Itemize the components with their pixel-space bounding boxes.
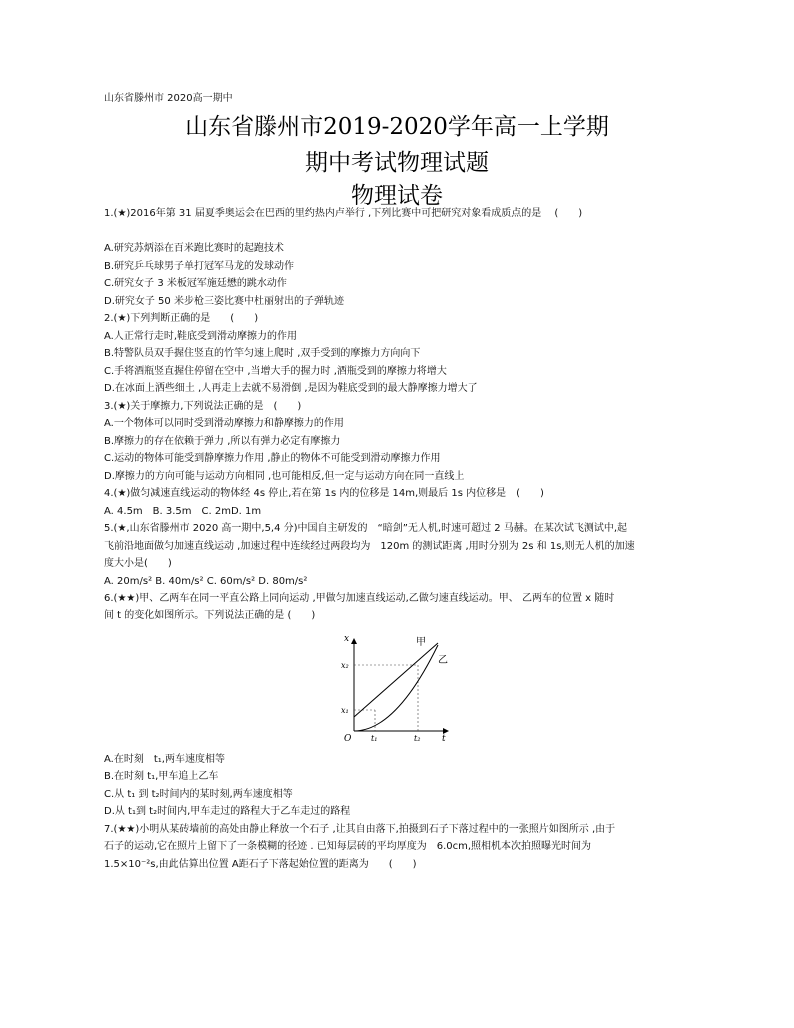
q6-stem-1: 6.(★★)甲、乙两车在同一平直公路上同向运动 ,甲做匀加速直线运动,乙做匀速直线运动。甲、 乙两车的位置 x 随时: [104, 593, 615, 604]
t2-label: t₂: [414, 734, 421, 743]
title-line-2: 期中考试物理试题: [305, 150, 489, 176]
x-axis-label: t: [442, 734, 446, 744]
q5-stem-3: 度大小是( ): [104, 558, 172, 569]
origin-label: O: [344, 734, 352, 744]
q1-option-b: B.研究乒乓球男子单打冠军马龙的发球动作: [104, 261, 295, 272]
q5-stem-2: 飞前沿地面做匀加速直线运动 ,加速过程中连续经过两段均为 120m 的测试距离 ,用时分别为 2s 和 1s,则无人机的加速: [104, 541, 635, 552]
q6-stem-2: 间 t 的变化如图所示。下列说法正确的是 ( ): [104, 610, 316, 621]
q6-option-c: C.从 t₁ 到 t₂时间内的某时刻,两车速度相等: [104, 789, 293, 800]
x2-label: x₂: [341, 661, 349, 670]
q2-option-b: B.特警队员双手握住竖直的竹竿匀速上爬时 ,双手受到的摩擦力方向向下: [104, 348, 421, 359]
q3-option-c: C.运动的物体可能受到静摩擦力作用 ,静止的物体不可能受到滑动摩擦力作用: [104, 453, 441, 464]
q1-option-a: A.研究苏炳添在百米跑比赛时的起跑技术: [104, 243, 284, 254]
q2-option-a: A.人正常行走时,鞋底受到滑动摩擦力的作用: [104, 331, 298, 342]
title-line-3: 物理试卷: [351, 183, 443, 209]
q7-stem-3: 1.5×10⁻²s,由此估算出位置 A距石子下落起始位置的距离为 ( ): [104, 859, 417, 870]
q2-stem: 2.(★)下列判断正确的是 ( ): [104, 313, 259, 324]
q3-option-b: B.摩擦力的存在依赖于弹力 ,所以有弹力必定有摩擦力: [104, 436, 341, 447]
q5-stem-1: 5.(★,山东省滕州市 2020 高一期中,5,4 分)中国自主研发的 “暗剑”无人机,时速可超过 2 马赫。在某次试飞测试中,起: [104, 523, 627, 534]
q3-option-d: D.摩擦力的方向可能与运动方向相同 ,也可能相反,但一定与运动方向在同一直线上: [104, 471, 465, 482]
q6-option-a: A.在时刻 t₁,两车速度相等: [104, 754, 225, 765]
q7-stem-1: 7.(★★)小明从某砖墙前的高处由静止释放一个石子 ,让其自由落下,拍摄到石子下落过程中的一张照片如图所示 ,由于: [104, 824, 616, 835]
q3-stem: 3.(★)关于摩擦力,下列说法正确的是 ( ): [104, 401, 302, 412]
q6-option-d: D.从 t₁到 t₂时间内,甲车走过的路程大于乙车走过的路程: [104, 806, 351, 817]
q4-stem: 4.(★)做匀减速直线运动的物体经 4s 停止,若在第 1s 内的位移是 14m,则最后 1s 内位移是 ( ): [104, 488, 544, 499]
curve-jia-label: 甲: [416, 637, 426, 648]
q1-stem: 1.(★)2016年第 31 届夏季奥运会在巴西的里约热内卢举行 ,下列比赛中可把研究对象看成质点的是 ( ): [104, 208, 583, 219]
q7-stem-2: 石子的运动,它在照片上留下了一条模糊的径迹 . 已知每层砖的平均厚度为 6.0cm,照相机本次拍照曝光时间为: [104, 841, 592, 852]
x1-label: x₁: [341, 706, 349, 715]
title-line-1: 山东省滕州市2019-2020学年高一上学期: [185, 114, 609, 140]
curve-yi-label: 乙: [438, 655, 448, 666]
q5-options: A. 20m/s² B. 40m/s² C. 60m/s² D. 80m/s²: [104, 576, 308, 587]
q3-option-a: A.一个物体可以同时受到滑动摩擦力和静摩擦力的作用: [104, 418, 344, 429]
curve-jia: [354, 643, 438, 717]
q4-options: A. 4.5m B. 3.5m C. 2mD. 1m: [104, 506, 262, 517]
q6-option-b: B.在时刻 t₁,甲车追上乙车: [104, 771, 219, 782]
q6-position-time-graph: [338, 633, 456, 745]
q2-option-c: C.手将酒瓶竖直握住停留在空中 ,当增大手的握力时 ,酒瓶受到的摩擦力将增大: [104, 366, 447, 377]
t1-label: t₁: [371, 734, 378, 743]
q1-option-c: C.研究女子 3 米板冠军施廷懋的跳水动作: [104, 278, 287, 289]
header-note: 山东省滕州市 2020高一期中: [104, 93, 233, 104]
y-axis-label: x: [344, 634, 350, 644]
curve-yi-parabola: [354, 645, 438, 731]
q2-option-d: D.在冰面上洒些细土 ,人再走上去就不易滑倒 ,是因为鞋底受到的最大静摩擦力增大了: [104, 383, 478, 394]
q1-option-d: D.研究女子 50 米步枪三姿比赛中杜丽射出的子弹轨迹: [104, 296, 344, 307]
